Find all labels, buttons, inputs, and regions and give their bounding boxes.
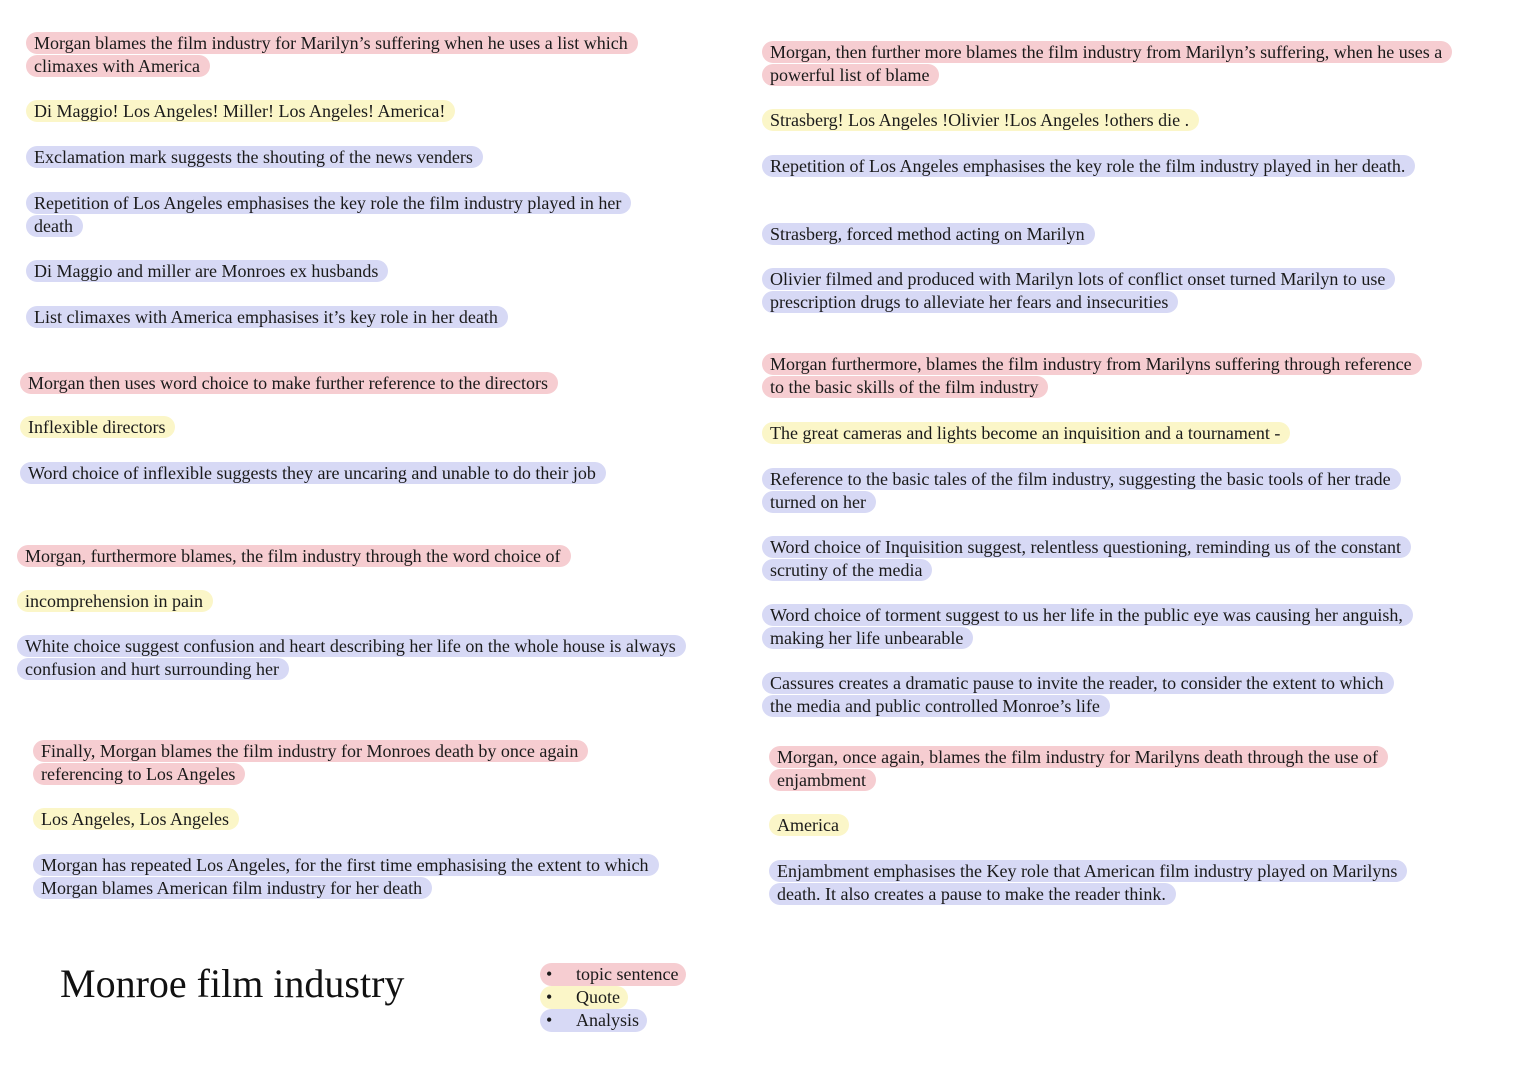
right-analysis-2: Strasberg, forced method acting on Marilyn (770, 223, 1450, 246)
left-analysis-2: Repetition of Los Angeles emphasises the key role the film industry played in her death (34, 192, 639, 238)
left-quote-3: incomprehension in pain (25, 590, 625, 613)
left-analysis-4: List climaxes with America emphasises it’s key role in her death (34, 306, 634, 329)
left-quote-4: Los Angeles, Los Angeles (41, 808, 641, 831)
right-analysis-1: Repetition of Los Angeles emphasises the key role the film industry played in her death. (770, 155, 1430, 178)
page-title: Monroe film industry (60, 961, 405, 1006)
left-analysis-5: Word choice of inflexible suggests they are uncaring and unable to do their job (28, 462, 628, 485)
left-quote-1: Di Maggio! Los Angeles! Miller! Los Angeles! America! (34, 100, 634, 123)
legend-item-quote: • Quote (540, 986, 686, 1009)
color-legend (540, 963, 686, 1032)
left-analysis-6: White choice suggest confusion and heart describing her life on the whole house is always confusion and hurt surrounding her (25, 635, 690, 681)
left-quote-2: Inflexible directors (28, 416, 628, 439)
right-topic-3: Morgan, once again, blames the film industry for Marilyns death through the use of enjambment (777, 746, 1457, 792)
left-topic-1: Morgan blames the film industry for Marilyn’s suffering when he uses a list which climaxes with America (34, 32, 634, 78)
right-analysis-3: Olivier filmed and produced with Marilyn lots of conflict onset turned Marilyn to use prescription drugs to alleviate her fears and insecurities (770, 268, 1430, 314)
legend-item-topic: • topic sentence (540, 963, 686, 986)
left-analysis-1: Exclamation mark suggests the shouting of the news venders (34, 146, 634, 169)
right-quote-3: America (777, 814, 1457, 837)
right-topic-2: Morgan furthermore, blames the film industry from Marilyns suffering through reference to the basic skills of the film industry (770, 353, 1420, 399)
right-analysis-4: Reference to the basic tales of the film industry, suggesting the basic tools of her trade turned on her (770, 468, 1430, 514)
right-quote-1: Strasberg! Los Angeles !Olivier !Los Angeles !others die . (770, 109, 1450, 132)
right-analysis-5: Word choice of Inquisition suggest, relentless questioning, reminding us of the constant scrutiny of the media (770, 536, 1410, 582)
left-analysis-3: Di Maggio and miller are Monroes ex husbands (34, 260, 634, 283)
right-analysis-8: Enjambment emphasises the Key role that American film industry played on Marilyns death. It also creates a pause to make the reader think. (777, 860, 1417, 906)
right-analysis-6: Word choice of torment suggest to us her life in the public eye was causing her anguish, making her life unbearable (770, 604, 1410, 650)
right-topic-1: Morgan, then further more blames the film industry from Marilyn’s suffering, when he uses a powerful list of blame (770, 41, 1450, 87)
left-analysis-7: Morgan has repeated Los Angeles, for the first time emphasising the extent to which Morgan blames American film industry for her death (41, 854, 666, 900)
right-analysis-7: Cassures creates a dramatic pause to invite the reader, to consider the extent to which the media and public controlled Monroe’s life (770, 672, 1410, 718)
legend-item-analysis: • Analysis (540, 1009, 686, 1032)
left-topic-4: Finally, Morgan blames the film industry for Monroes death by once again referencing to Los Angeles (41, 740, 641, 786)
right-quote-2: The great cameras and lights become an inquisition and a tournament - (770, 422, 1450, 445)
left-topic-3: Morgan, furthermore blames, the film industry through the word choice of (25, 545, 645, 568)
left-topic-2: Morgan then uses word choice to make further reference to the directors (28, 372, 628, 395)
